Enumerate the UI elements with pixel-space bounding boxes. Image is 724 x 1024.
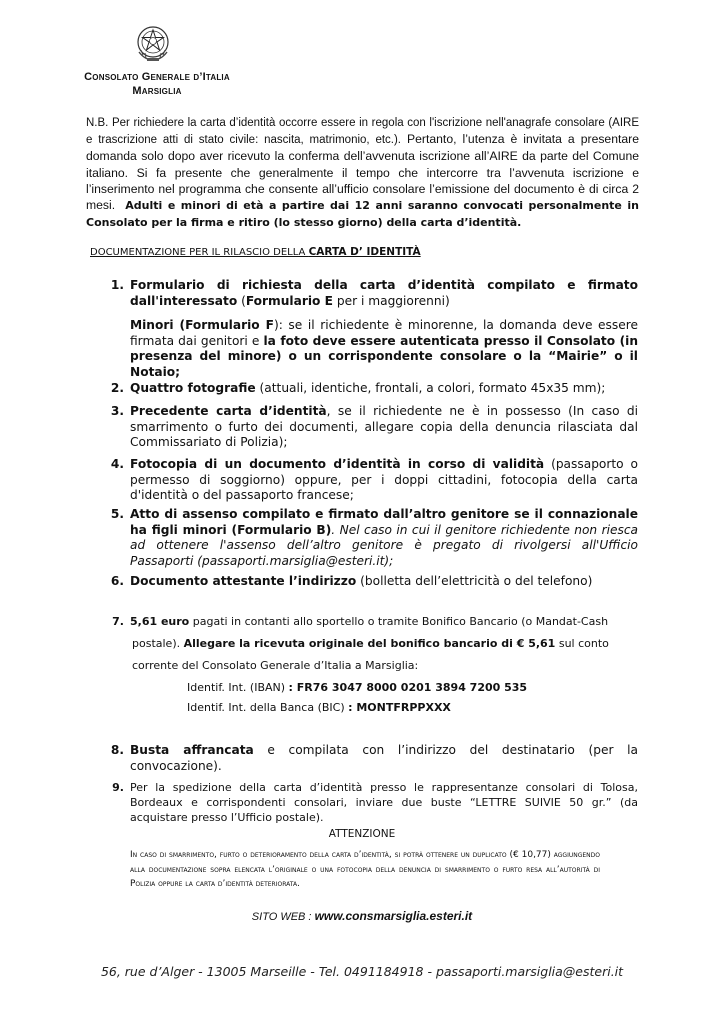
item-number: 7. bbox=[112, 615, 124, 628]
item-bold: Formulario E bbox=[245, 293, 333, 308]
payment-line-2 bbox=[132, 637, 609, 650]
footer-address: 56, rue d’Alger - 13005 Marseille - Tel. 0491184918 - passaporti.marsiglia@esteri.it bbox=[100, 964, 624, 979]
item-number: 6. bbox=[110, 574, 124, 588]
nb-text-1: N.B. Per richiedere la carta d’identità occorre essere in regola con l'iscrizione nell'anagrafe consolare (AIRE e trascrizione atti di stato civile: nascita, matrimonio, etc.). bbox=[86, 117, 639, 147]
item-bold: Precedente carta d’identità bbox=[130, 404, 327, 418]
italian-emblem-icon bbox=[133, 22, 173, 64]
loss-notice: In caso di smarrimento, furto o deterioramento della carta d’identità, si potrà ottenere un duplicato (€ 10,77) aggiungendo alla documentazione sopra elencata l’originale o una fotocopia della denuncia di smarrimento o furto resa all’autorità di Polizia oppure la carta d’identità deteriorata. bbox=[130, 850, 600, 889]
item-bold: Fotocopia di un documento d’identità in corso di validità bbox=[130, 457, 545, 471]
item-bold: Formulario di richiesta della carta d’identità compilato e firmato dall'interessato bbox=[130, 278, 638, 308]
bic-line bbox=[187, 701, 451, 714]
item-text bbox=[130, 507, 638, 569]
item-number: 9. bbox=[112, 781, 124, 794]
nb-text-2: Pertanto, l’utenza è invitata a presentare domanda solo dopo aver ricevuto la conferma dell’avvenuta iscrizione all’AIRE da parte del Comune italiano. Si fa presente che generalmente il tempo che intercorre tra l’avvenuta iscrizione e l’inserimento nel programma che consente all’ufficio consolare l’emissione del documento è di circa 2 mesi. bbox=[86, 132, 639, 213]
minori-paragraph bbox=[130, 318, 638, 380]
iban-line bbox=[187, 681, 527, 694]
item-text-part: pagati in contanti allo sportello o tramite Bonifico Bancario (o Mandat-Cash bbox=[189, 615, 609, 628]
item-number: 1. bbox=[110, 278, 124, 292]
item-bold: Busta affrancata bbox=[130, 743, 254, 757]
item-text-part: e compilata con l’indirizzo del destinatario (per la convocazione). bbox=[130, 743, 638, 773]
item-bold: la foto deve essere autenticata presso il Consolato (in presenza del minore) o un corrispondente consolare o la “Mairie” o il Notaio; bbox=[130, 333, 638, 379]
item-text bbox=[130, 457, 638, 504]
iban-label: Identif. Int. (IBAN) bbox=[187, 681, 289, 694]
item-text-part: sul conto bbox=[555, 637, 609, 650]
website-label: SITO WEB : bbox=[251, 911, 315, 923]
documentation-heading bbox=[90, 246, 421, 258]
item-number: 3. bbox=[110, 404, 124, 418]
nb-paragraph bbox=[86, 114, 639, 231]
doc-heading-prefix: DOCUMENTAZIONE PER IL RILASCIO DELLA bbox=[90, 247, 309, 258]
item-bold: Atto di assenso compilato e firmato dall’altro genitore se il connazionale ha figli minori (Formulario B) bbox=[130, 507, 638, 537]
consulate-header bbox=[62, 70, 252, 98]
item-text bbox=[130, 278, 638, 380]
item-text-part: (passaporto o permesso di soggiorno) oppure, per i doppi cittadini, fotocopia della carta d'identità o del passaporto francese; bbox=[130, 457, 638, 502]
item-text: Per la spedizione della carta d’identità presso le rappresentanze consolari di Tolosa, Bordeaux e corrispondenti consolari, inviare due buste “LETTRE SUIVIE 50 gr.” (da acquistare presso l’Ufficio postale). bbox=[130, 781, 638, 824]
website-link[interactable]: www.consmarsiglia.esteri.it bbox=[314, 909, 473, 923]
attention-heading: ATTENZIONE bbox=[328, 828, 396, 840]
bic-label: Identif. Int. della Banca (BIC) bbox=[187, 701, 349, 714]
consulate-name: Consolato Generale d’Italia bbox=[84, 71, 230, 83]
item-text-part: (attuali, identiche, frontali, a colori, formato 45x35 mm); bbox=[255, 381, 606, 395]
item-text bbox=[130, 611, 638, 633]
item-bold: Quattro fotografie bbox=[130, 381, 256, 395]
item-bold: Minori (Formulario F bbox=[130, 318, 274, 332]
item-text bbox=[130, 574, 638, 590]
item-text-part: , se il richiedente ne è in possesso (In caso di smarrimento o furto dei documenti, allegare copia della denuncia rilasciata dal Commissariato di Polizia); bbox=[130, 404, 638, 449]
item-text-part: per i maggiorenni) bbox=[332, 293, 450, 308]
item-bold: Documento attestante l’indirizzo bbox=[130, 574, 357, 588]
item-text-part: (bolletta dell’elettricità o del telefono) bbox=[356, 574, 593, 588]
item-text-part: ( bbox=[237, 293, 246, 308]
iban-value: : FR76 3047 8000 0201 3894 7200 535 bbox=[288, 681, 528, 694]
item-text bbox=[130, 381, 638, 397]
item-bold: 5,61 euro bbox=[130, 615, 190, 628]
item-number: 8. bbox=[110, 743, 124, 757]
bic-value: : MONTFRPPXXX bbox=[348, 701, 451, 714]
item-number: 2. bbox=[110, 381, 124, 395]
item-text bbox=[130, 404, 638, 451]
item-number: 4. bbox=[110, 457, 124, 471]
item-text-part: postale). bbox=[132, 637, 184, 650]
item-number: 5. bbox=[110, 507, 124, 521]
doc-heading-bold: CARTA D’ IDENTITÀ bbox=[308, 246, 421, 258]
item-italic: . Nel caso in cui il genitore richiedente non riesca ad ottenere l'assenso dell’altro genitore è pregato di rivolgersi all'Ufficio Passaporti (passaporti.marsiglia@esteri.it); bbox=[130, 522, 638, 568]
item-bold: Allegare la ricevuta originale del bonifico bancario di € 5,61 bbox=[183, 637, 556, 650]
nb-bold-text: Adulti e minori di età a partire dai 12 anni saranno convocati personalmente in Consolato per la firma e ritiro (lo stesso giorno) della carta d’identità. bbox=[86, 199, 639, 230]
website-line bbox=[0, 909, 724, 923]
payment-line-3: corrente del Consolato Generale d’Italia a Marsiglia: bbox=[132, 659, 419, 672]
item-text bbox=[130, 743, 638, 774]
consulate-city: Marsiglia bbox=[132, 85, 182, 97]
item-text-part: ): se il richiedente è minorenne, la domanda deve essere firmata dai genitori e bbox=[130, 318, 638, 348]
